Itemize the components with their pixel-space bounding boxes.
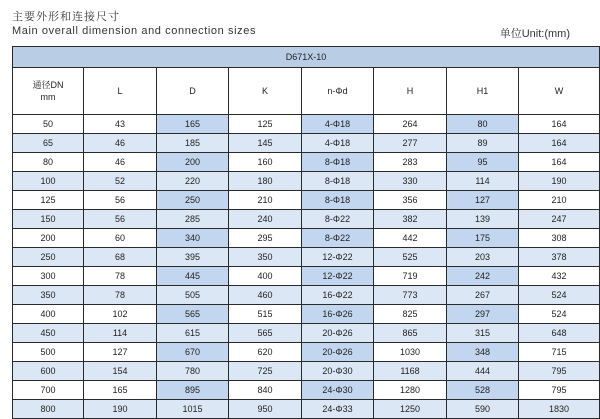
- table-cell: 165: [157, 115, 229, 134]
- table-row: [13, 172, 600, 191]
- column-header-dn: 通径DN mm: [13, 68, 84, 115]
- table-cell: 600: [13, 362, 84, 381]
- table-cell: 95: [447, 153, 519, 172]
- table-cell: 615: [157, 324, 229, 343]
- table-row: [13, 286, 600, 305]
- table-row: [13, 305, 600, 324]
- table-cell: 670: [157, 343, 229, 362]
- table-cell: 800: [13, 400, 84, 419]
- table-cell: 4-Φ18: [302, 115, 374, 134]
- table-cell: 190: [84, 400, 157, 419]
- table-cell: 80: [447, 115, 519, 134]
- table-cell: 780: [157, 362, 229, 381]
- table-cell: 125: [229, 115, 302, 134]
- table-cell: 43: [84, 115, 157, 134]
- table-cell: 16-Φ26: [302, 305, 374, 324]
- table-cell: 8-Φ18: [302, 172, 374, 191]
- table-cell: 78: [84, 267, 157, 286]
- model-header: D671X-10: [13, 47, 600, 68]
- table-row: [13, 248, 600, 267]
- table-cell: 165: [84, 381, 157, 400]
- table-cell: 20-Φ26: [302, 324, 374, 343]
- table-cell: 565: [229, 324, 302, 343]
- table-cell: 24-Φ33: [302, 400, 374, 419]
- table-cell: 220: [157, 172, 229, 191]
- table-cell: 300: [13, 267, 84, 286]
- table-cell: 340: [157, 229, 229, 248]
- title-english: Main overall dimension and connection sizes: [12, 25, 257, 37]
- table-cell: 773: [374, 286, 447, 305]
- table-cell: 350: [229, 248, 302, 267]
- table-cell: 68: [84, 248, 157, 267]
- table-cell: 200: [13, 229, 84, 248]
- table-cell: 139: [447, 210, 519, 229]
- table-cell: 565: [157, 305, 229, 324]
- table-cell: 648: [519, 324, 600, 343]
- table-cell: 382: [374, 210, 447, 229]
- table-cell: 46: [84, 153, 157, 172]
- table-cell: 16-Φ22: [302, 286, 374, 305]
- table-cell: 515: [229, 305, 302, 324]
- table-cell: 210: [229, 191, 302, 210]
- table-cell: 725: [229, 362, 302, 381]
- table-cell: 50: [13, 115, 84, 134]
- table-cell: 432: [519, 267, 600, 286]
- table-cell: 145: [229, 134, 302, 153]
- table-cell: 180: [229, 172, 302, 191]
- table-cell: 185: [157, 134, 229, 153]
- table-cell: 450: [13, 324, 84, 343]
- table-cell: 8-Φ18: [302, 191, 374, 210]
- table-cell: 102: [84, 305, 157, 324]
- table-cell: 795: [519, 362, 600, 381]
- table-row: [13, 210, 600, 229]
- table-cell: 164: [519, 115, 600, 134]
- title-chinese: 主要外形和连接尺寸: [12, 11, 120, 23]
- table-cell: 620: [229, 343, 302, 362]
- table-cell: 24-Φ30: [302, 381, 374, 400]
- table-cell: 154: [84, 362, 157, 381]
- table-row: [13, 400, 600, 419]
- table-cell: 297: [447, 305, 519, 324]
- table-cell: 1830: [519, 400, 600, 419]
- table-cell: 590: [447, 400, 519, 419]
- table-cell: 267: [447, 286, 519, 305]
- table-cell: 210: [519, 191, 600, 210]
- table-cell: 400: [13, 305, 84, 324]
- table-cell: 445: [157, 267, 229, 286]
- table-cell: 330: [374, 172, 447, 191]
- table-cell: 308: [519, 229, 600, 248]
- table-cell: 264: [374, 115, 447, 134]
- table-row: [13, 343, 600, 362]
- table-row: [13, 362, 600, 381]
- column-header: n-Φd: [302, 68, 374, 115]
- table-cell: 505: [157, 286, 229, 305]
- table-cell: 315: [447, 324, 519, 343]
- table-cell: 895: [157, 381, 229, 400]
- table-cell: 127: [84, 343, 157, 362]
- column-header: H: [374, 68, 447, 115]
- table-cell: 283: [374, 153, 447, 172]
- table-cell: 8-Φ18: [302, 153, 374, 172]
- table-cell: 242: [447, 267, 519, 286]
- table-cell: 444: [447, 362, 519, 381]
- table-cell: 150: [13, 210, 84, 229]
- table-cell: 89: [447, 134, 519, 153]
- table-cell: 52: [84, 172, 157, 191]
- table-row: [13, 229, 600, 248]
- table-cell: 200: [157, 153, 229, 172]
- table-cell: 700: [13, 381, 84, 400]
- table-cell: 285: [157, 210, 229, 229]
- table-row: [13, 324, 600, 343]
- table-cell: 719: [374, 267, 447, 286]
- table-cell: 1015: [157, 400, 229, 419]
- table-cell: 20-Φ26: [302, 343, 374, 362]
- column-header: D: [157, 68, 229, 115]
- dimension-table: [12, 46, 600, 419]
- table-cell: 442: [374, 229, 447, 248]
- table-cell: 1030: [374, 343, 447, 362]
- table-cell: 395: [157, 248, 229, 267]
- table-cell: 8-Φ22: [302, 229, 374, 248]
- column-header: W: [519, 68, 600, 115]
- unit-label: 单位Unit:(mm): [499, 28, 570, 40]
- table-cell: 500: [13, 343, 84, 362]
- table-cell: 950: [229, 400, 302, 419]
- table-cell: 795: [519, 381, 600, 400]
- table-cell: 1280: [374, 381, 447, 400]
- table-cell: 20-Φ30: [302, 362, 374, 381]
- table-cell: 528: [447, 381, 519, 400]
- table-cell: 114: [447, 172, 519, 191]
- table-cell: 825: [374, 305, 447, 324]
- table-cell: 125: [13, 191, 84, 210]
- table-cell: 56: [84, 210, 157, 229]
- table-cell: 164: [519, 153, 600, 172]
- table-cell: 12-Φ22: [302, 248, 374, 267]
- table-cell: 190: [519, 172, 600, 191]
- table-cell: 46: [84, 134, 157, 153]
- table-row: [13, 191, 600, 210]
- table-cell: 80: [13, 153, 84, 172]
- table-cell: 78: [84, 286, 157, 305]
- table-cell: 60: [84, 229, 157, 248]
- table-cell: 295: [229, 229, 302, 248]
- table-cell: 203: [447, 248, 519, 267]
- table-cell: 4-Φ18: [302, 134, 374, 153]
- table-cell: 1250: [374, 400, 447, 419]
- table-row: [13, 115, 600, 134]
- table-cell: 100: [13, 172, 84, 191]
- table-cell: 127: [447, 191, 519, 210]
- column-header: L: [84, 68, 157, 115]
- table-cell: 164: [519, 134, 600, 153]
- table-cell: 114: [84, 324, 157, 343]
- table-cell: 400: [229, 267, 302, 286]
- table-cell: 12-Φ22: [302, 267, 374, 286]
- table-cell: 56: [84, 191, 157, 210]
- table-cell: 524: [519, 305, 600, 324]
- table-cell: 175: [447, 229, 519, 248]
- table-cell: 715: [519, 343, 600, 362]
- table-cell: 8-Φ22: [302, 210, 374, 229]
- column-header: H1: [447, 68, 519, 115]
- table-cell: 840: [229, 381, 302, 400]
- table-cell: 277: [374, 134, 447, 153]
- table-cell: 524: [519, 286, 600, 305]
- table-row: [13, 153, 600, 172]
- table-cell: 1168: [374, 362, 447, 381]
- table-cell: 240: [229, 210, 302, 229]
- column-header: K: [229, 68, 302, 115]
- table-cell: 525: [374, 248, 447, 267]
- table-cell: 250: [157, 191, 229, 210]
- table-cell: 865: [374, 324, 447, 343]
- table-cell: 378: [519, 248, 600, 267]
- table-cell: 356: [374, 191, 447, 210]
- table-row: [13, 267, 600, 286]
- table-cell: 160: [229, 153, 302, 172]
- table-cell: 460: [229, 286, 302, 305]
- table-cell: 348: [447, 343, 519, 362]
- table-cell: 247: [519, 210, 600, 229]
- table-cell: 65: [13, 134, 84, 153]
- table-row: [13, 134, 600, 153]
- table-row: [13, 381, 600, 400]
- table-cell: 350: [13, 286, 84, 305]
- table-cell: 250: [13, 248, 84, 267]
